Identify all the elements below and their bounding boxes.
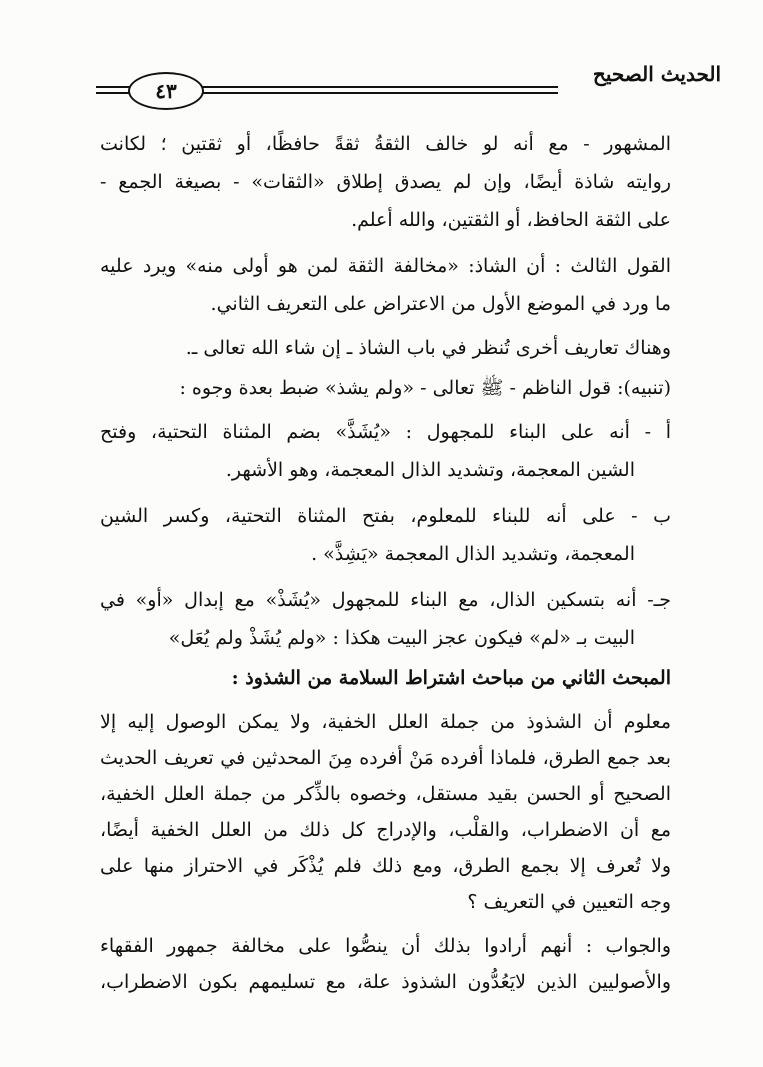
text-line: على الثقة الحافظ، أو الثقتين، والله أعلم. bbox=[351, 209, 671, 231]
text-line: ما ورد في الموضع الأول من الاعتراض على التعريف الثاني. bbox=[210, 293, 671, 315]
header-rule-left-bottom bbox=[96, 92, 128, 94]
text-line: الشين المعجمة، وتشديد الذال المعجمة، وهو الأشهر. bbox=[225, 459, 635, 481]
text-line: معلوم أن الشذوذ من جملة العلل الخفية، ولا يمكن الوصول إليه إلا bbox=[100, 711, 671, 733]
text-line: أ - أنه على البناء للمجهول : «يُشَذَّ» بضم المثناة التحتية، وفتح bbox=[100, 421, 671, 443]
text-line: ب - على أنه للبناء للمعلوم، بفتح المثناة التحتية، وكسر الشين bbox=[100, 505, 671, 527]
section-heading: المبحث الثاني من مباحث اشتراط السلامة من الشذوذ : bbox=[231, 667, 671, 689]
text-line: وجه التعيين في التعريف ؟ bbox=[467, 891, 671, 913]
text-line: روايته شاذة أيضًا، وإن لم يصدق إطلاق «الثقات» - بصيغة الجمع - bbox=[100, 171, 671, 193]
text-line: القول الثالث : أن الشاذ: «مخالفة الثقة لمن هو أولى منه» ويرد عليه bbox=[100, 255, 671, 277]
page-number: ٤٣ bbox=[155, 79, 177, 103]
page-number-oval bbox=[128, 72, 204, 110]
text-line: والأصوليين الذين لايَعُدُّون الشذوذ علة، مع تسليمهم بكون الاضطراب، bbox=[100, 971, 671, 993]
text-line: الصحيح أو الحسن بقيد مستقل، وخصوه بالذِّكر من جملة العلل الخفية، bbox=[100, 783, 671, 805]
text-line: جـ- أنه بتسكين الذال، مع البناء للمجهول «يُشَذْ» مع إبدال «أو» في bbox=[100, 589, 671, 611]
text-line: ولا تُعرف إلا بجمع الطرق، ومع ذلك فلم يُذْكَر في الاحتراز منها على bbox=[100, 855, 671, 877]
header-rule-left-top bbox=[96, 86, 128, 88]
text-line: البيت بـ «لم» فيكون عجز البيت هكذا : «ولم يُشَذْ ولم يُعَل» bbox=[168, 627, 635, 649]
text-line: المعجمة، وتشديد الذال المعجمة «يَشِذَّ» . bbox=[311, 543, 635, 565]
running-header-title: الحديث الصحيح bbox=[592, 62, 721, 86]
text-line: (تنبيه): قول الناظم - ﷺ تعالى - «ولم يشذ» ضبط بعدة وجوه : bbox=[179, 377, 671, 399]
text-line: وهناك تعاريف أخرى تُنظر في باب الشاذ ـ إن شاء الله تعالى ـ. bbox=[185, 337, 671, 359]
text-line: مع أن الاضطراب، والقلْب، والإدراج كل ذلك من العلل الخفية أيضًا، bbox=[100, 819, 671, 841]
text-line: بعد جمع الطرق، فلماذا أفرده مَنْ أفرده مِنَ المحدثين في تعريف الحديث bbox=[100, 747, 671, 769]
text-line: والجواب : أنهم أرادوا بذلك أن ينصُّوا على مخالفة جمهور الفقهاء bbox=[100, 935, 671, 957]
text-line: المشهور - مع أنه لو خالف الثقةُ ثقةً حافظًا، أو ثقتين ؛ لكانت bbox=[100, 133, 671, 155]
